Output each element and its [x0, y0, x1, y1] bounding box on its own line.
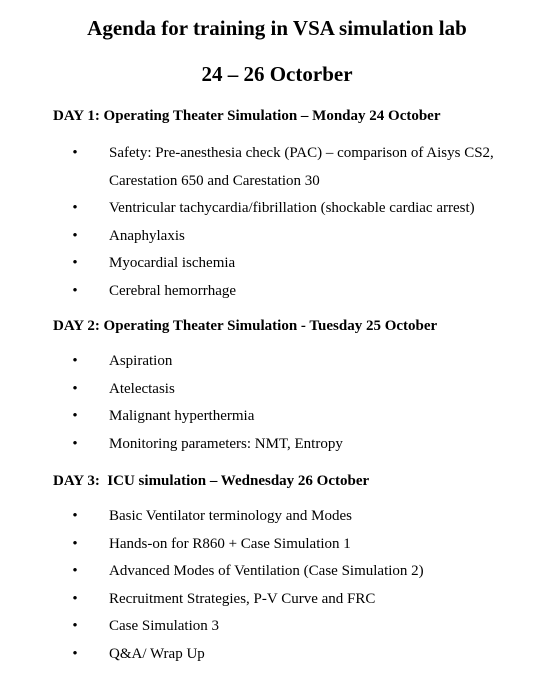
list-item [0, 223, 554, 251]
day-3-list [0, 503, 554, 669]
list-item-text: Advanced Modes of Ventilation (Case Simulation 2) [109, 563, 424, 580]
day-1-list [0, 140, 554, 306]
list-item [0, 403, 554, 431]
bullet-icon: • [72, 618, 78, 635]
list-item [0, 586, 554, 614]
list-item [0, 376, 554, 404]
list-item-text: Monitoring parameters: NMT, Entropy [109, 435, 343, 452]
list-item [0, 348, 554, 376]
list-item-text: Recruitment Strategies, P-V Curve and FRC [109, 590, 376, 607]
list-item [0, 558, 554, 586]
list-item-text: Malignant hyperthermia [109, 408, 255, 425]
list-item [0, 140, 554, 195]
bullet-icon: • [72, 535, 78, 552]
bullet-icon: • [72, 590, 78, 607]
bullet-icon: • [72, 200, 78, 217]
document-title: Agenda for training in VSA simulation lab [87, 16, 467, 40]
list-item [0, 503, 554, 531]
list-item-text: Anaphylaxis [109, 227, 185, 244]
list-item-text: Atelectasis [109, 380, 175, 397]
list-item-text: Q&A/ Wrap Up [109, 645, 205, 662]
bullet-icon: • [72, 255, 78, 272]
bullet-icon: • [72, 645, 78, 662]
day-3-heading: DAY 3: ICU simulation – Wednesday 26 October [53, 473, 370, 489]
list-item [0, 195, 554, 223]
bullet-icon: • [72, 227, 78, 244]
bullet-icon: • [72, 508, 78, 524]
list-item [0, 250, 554, 278]
day-2-heading: DAY 2: Operating Theater Simulation - Tuesday 25 October [53, 318, 438, 334]
list-item-text: Cerebral hemorrhage [109, 282, 237, 299]
bullet-icon: • [72, 435, 78, 452]
list-item-text: Aspiration [109, 353, 173, 369]
list-item-text: Hands-on for R860 + Case Simulation 1 [109, 535, 351, 552]
list-item-text: Safety: Pre-anesthesia check (PAC) – comparison of Aisys CS2, Carestation 650 and Carestation 30 [109, 145, 494, 189]
list-item [0, 278, 554, 306]
list-item-text: Basic Ventilator terminology and Modes [109, 508, 353, 524]
list-item-text: Ventricular tachycardia/fibrillation (shockable cardiac arrest) [109, 200, 475, 217]
bullet-icon: • [72, 353, 78, 369]
bullet-icon: • [72, 408, 78, 425]
day-2-list [0, 348, 554, 458]
list-item [0, 431, 554, 459]
bullet-icon: • [72, 563, 78, 580]
bullet-icon: • [72, 282, 78, 299]
bullet-icon: • [72, 380, 78, 397]
list-item [0, 641, 554, 669]
list-item [0, 613, 554, 641]
list-item-text: Case Simulation 3 [109, 618, 219, 635]
list-item-text: Myocardial ischemia [109, 255, 236, 272]
list-item [0, 531, 554, 559]
day-1-heading: DAY 1: Operating Theater Simulation – Monday 24 October [53, 108, 441, 124]
document-dates: 24 – 26 Octorber [201, 62, 353, 86]
bullet-icon: • [72, 145, 78, 161]
